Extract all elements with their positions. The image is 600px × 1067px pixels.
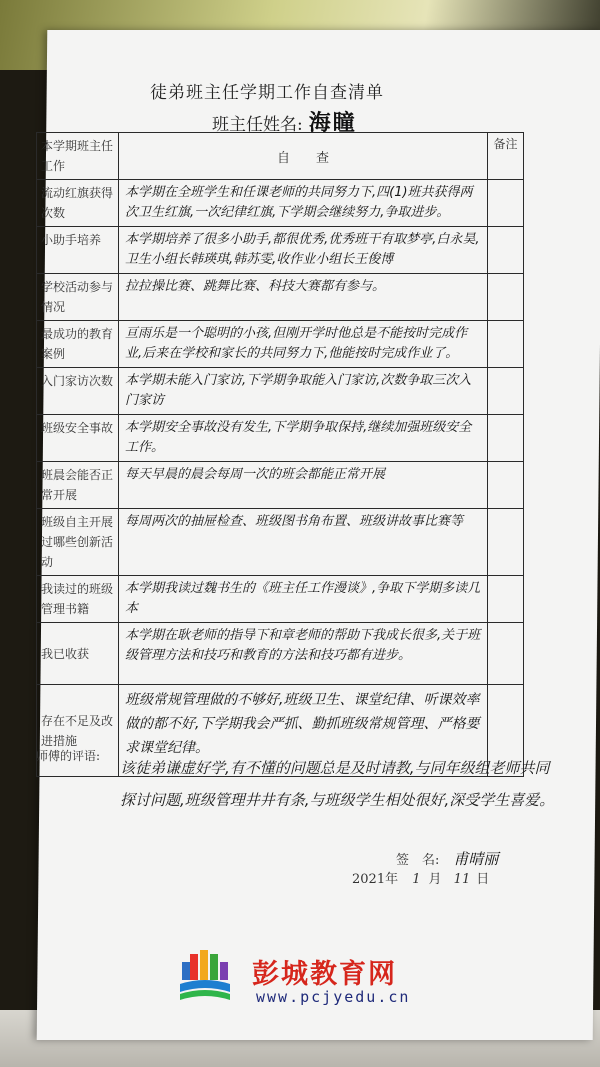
table-row — [37, 462, 524, 509]
signature-name: 甫晴丽 — [453, 850, 499, 868]
row-label: 学校活动参与情况 — [37, 274, 119, 321]
table-row — [37, 623, 524, 685]
row-remarks — [488, 415, 524, 462]
row-remarks — [488, 227, 524, 274]
row-content: 本学期安全事故没有发生,下学期争取保持,继续加强班级安全工作。 — [119, 415, 488, 462]
table-row — [37, 509, 524, 576]
date-month: 1 — [412, 872, 421, 887]
date-day-suffix: 日 — [476, 872, 490, 887]
row-label: 班级自主开展过哪些创新活动 — [37, 509, 119, 576]
row-content: 亘雨乐是一个聪明的小孩,但刚开学时他总是不能按时完成作业,后来在学校和家长的共同努力下,他能按时完成作业了。 — [119, 321, 488, 368]
row-label: 入门家访次数 — [37, 368, 119, 415]
document-title: 徒弟班主任学期工作自查清单 — [150, 83, 384, 103]
row-label: 存在不足及改进措施 — [37, 685, 119, 777]
row-remarks — [488, 368, 524, 415]
table-row — [37, 180, 524, 227]
row-content: 班级常规管理做的不够好,班级卫生、课堂纪律、听课效率做的都不好,下学期我会严抓、勤抓班级常规管理、严格要求课堂纪律。 — [119, 685, 488, 777]
table-row — [37, 274, 524, 321]
row-remarks — [488, 274, 524, 321]
row-label: 小助手培养 — [37, 227, 119, 274]
row-content: 本学期未能入门家访,下学期争取能入门家访,次数争取三次入门家访 — [119, 368, 488, 415]
signature-label: 签 名: — [396, 853, 440, 868]
row-content: 每天早晨的晨会每周一次的班会都能正常开展 — [119, 462, 488, 509]
row-remarks — [488, 623, 524, 685]
row-remarks — [488, 180, 524, 227]
book-logo-icon — [176, 948, 234, 1006]
row-content: 本学期我读过魏书生的《班主任工作漫谈》,争取下学期多读几本 — [119, 576, 488, 623]
row-content: 本学期在全班学生和任课老师的共同努力下,四(1)班共获得两次卫生红旗,一次纪律红旗,下学期会继续努力,争取进步。 — [119, 180, 488, 227]
header-remarks: 备注 — [488, 133, 524, 180]
teacher-signature: 海瞳 — [308, 110, 357, 136]
table-row — [37, 415, 524, 462]
row-content: 每周两次的抽屉检查、班级图书角布置、班级讲故事比赛等 — [119, 509, 488, 576]
row-remarks — [488, 321, 524, 368]
date-year: 2021年 — [352, 872, 399, 887]
mentor-comment-text: 该徒弟谦虚好学,有不懂的问题总是及时请教,与同年级组老师共同探讨问题,班级管理井井有条,与班级学生相处很好,深受学生喜爱。 — [120, 759, 555, 809]
mentor-comment-label: 师傅的评语: — [36, 749, 101, 763]
checklist-table — [36, 132, 524, 777]
table-row — [37, 368, 524, 415]
site-url: www.pcjyedu.cn — [256, 988, 411, 1006]
row-content: 本学期在耿老师的指导下和章老师的帮助下我成长很多,关于班级管理方法和技巧和教育的方法和技巧都有进步。 — [119, 623, 488, 685]
row-label: 我已收获 — [37, 623, 119, 685]
signature-line — [396, 848, 498, 869]
row-content: 本学期培养了很多小助手,都很优秀,优秀班干有取梦亭,白永昊,卫生小组长韩瑛琪,韩苏雯,收作业小组长王俊博 — [119, 227, 488, 274]
header-self-check: 自 查 — [119, 133, 488, 180]
row-remarks — [488, 576, 524, 623]
header-item: 本学期班主任工作 — [37, 133, 119, 180]
row-remarks — [488, 509, 524, 576]
date-day: 11 — [453, 872, 471, 887]
table-header-row — [37, 133, 524, 180]
row-label: 流动红旗获得次数 — [37, 180, 119, 227]
date-line — [352, 868, 489, 887]
site-name: 彭城教育网 — [252, 959, 397, 990]
row-label: 班晨会能否正常开展 — [37, 462, 119, 509]
teacher-label: 班主任姓名: — [212, 115, 303, 135]
table-row — [37, 576, 524, 623]
row-label: 班级安全事故 — [37, 415, 119, 462]
table-row — [37, 321, 524, 368]
date-month-suffix: 月 — [428, 872, 442, 887]
table-row — [37, 227, 524, 274]
row-content: 拉拉操比赛、跳舞比赛、科技大赛都有参与。 — [119, 274, 488, 321]
row-label: 最成功的教育案例 — [37, 321, 119, 368]
row-remarks — [488, 462, 524, 509]
row-label: 我读过的班级管理书籍 — [37, 576, 119, 623]
